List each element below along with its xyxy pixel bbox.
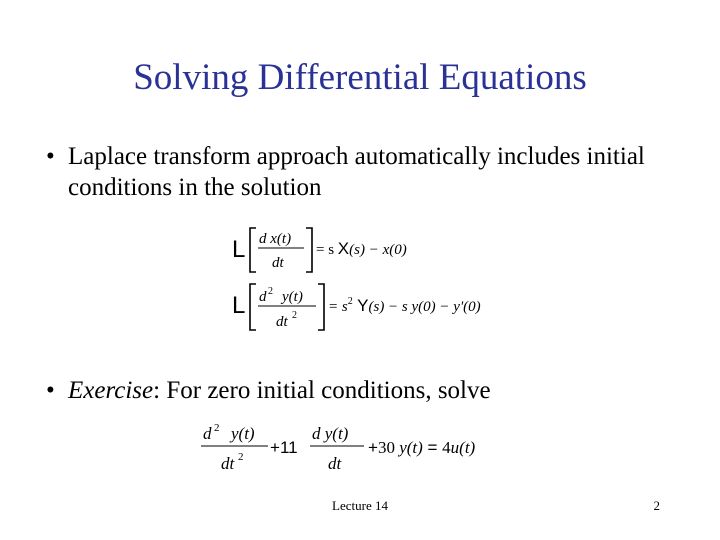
eq3-coef-30: 30 <box>377 438 395 457</box>
svg-text:+30 y(t) = 4u(t) <box>368 438 476 457</box>
eq3-plus-2: + <box>368 438 378 457</box>
equation-3 <box>201 422 476 473</box>
eq3-plus-1: + <box>270 438 280 457</box>
eq2-rhs-sup: 2 <box>347 296 353 307</box>
eq1-rhs-a: = s <box>316 242 338 258</box>
eq3-y1: y(t) <box>231 424 255 443</box>
eq3-dt1: dt <box>221 454 235 473</box>
bullet-dot: • <box>46 377 55 404</box>
exercise-text: : For zero initial conditions, solve <box>153 377 491 404</box>
exercise-label: Exercise <box>68 377 154 404</box>
eq1-numerator: d x(t) <box>259 231 292 247</box>
slide-title: Solving Differential Equations <box>133 57 587 98</box>
eq2-rhs-a: = s <box>328 299 348 315</box>
eq2-num-sup: 2 <box>268 286 273 297</box>
equation-1 <box>232 228 407 272</box>
eq2-den-sup: 2 <box>292 310 297 321</box>
eq3-d1: d <box>203 424 212 443</box>
eq1-rhs-c: (s) − x(0) <box>349 242 407 258</box>
eq1-rhs-X: X <box>337 239 350 258</box>
eq3-coef-4: 4 <box>442 438 451 457</box>
equation-2 <box>232 284 481 330</box>
svg-text:+11 <box>270 438 298 457</box>
svg-text:= s X(s) − x(0) <box>316 239 407 258</box>
svg-text:= s2 Y(s) − s y(0) − y'(0) <box>328 296 481 315</box>
left-bracket-1 <box>250 228 256 272</box>
right-bracket-2 <box>318 284 324 330</box>
bullet-1-text: Laplace transform approach automatically includes initial conditions in the solution <box>68 143 645 201</box>
laplace-operator-1: L <box>232 236 246 263</box>
eq2-denominator: dt <box>276 314 288 330</box>
eq3-dy: d y(t) <box>312 424 349 443</box>
eq3-coef-11: 11 <box>279 438 298 457</box>
eq2-d: d <box>259 289 267 305</box>
page-number: 2 <box>653 498 660 513</box>
eq3-equals: = <box>422 438 443 457</box>
eq3-yt: y(t) <box>394 438 423 457</box>
eq3-sup2: 2 <box>238 451 244 463</box>
laplace-operator-2: L <box>232 292 246 319</box>
left-bracket-2 <box>250 284 256 330</box>
footer-lecture: Lecture 14 <box>332 498 388 513</box>
eq2-rhs-c: (s) − s y(0) − y'(0) <box>368 299 481 315</box>
eq3-dt2: dt <box>328 454 342 473</box>
eq3-ut: u(t) <box>450 438 476 457</box>
eq3-sup1: 2 <box>214 422 220 434</box>
eq2-rhs-Y: Y <box>352 296 369 315</box>
bullet-dot: • <box>46 143 55 170</box>
eq1-denominator: dt <box>272 255 284 271</box>
right-bracket-1 <box>306 228 312 272</box>
eq2-numerator: y(t) <box>282 289 303 305</box>
